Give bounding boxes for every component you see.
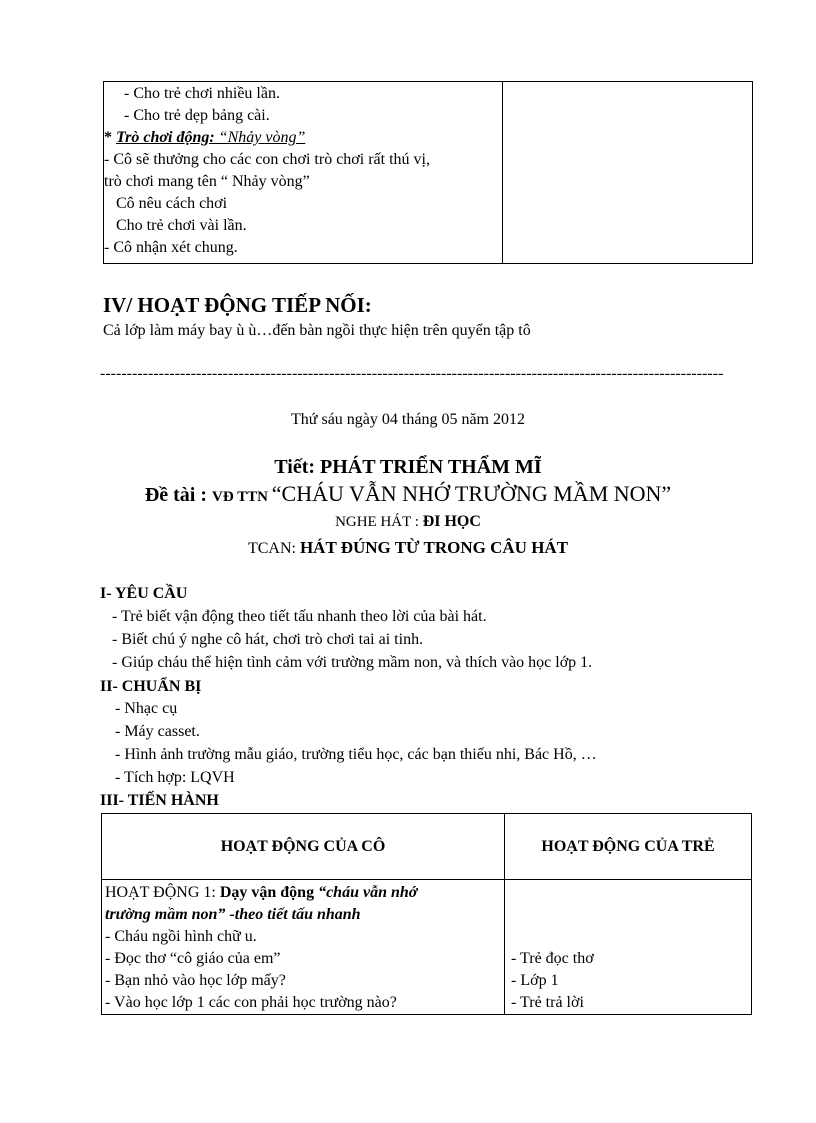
child-line: - Lớp 1 <box>511 972 559 989</box>
preparation-heading: II- CHUẨN BỊ <box>100 678 202 695</box>
procedure-heading: III- TIẾN HÀNH <box>100 792 219 809</box>
preparation-item: - Tích hợp: LQVH <box>115 769 235 786</box>
date-line: Thứ sáu ngày 04 tháng 05 năm 2012 <box>291 411 525 428</box>
top-line-6: Cô nêu cách chơi <box>116 195 228 212</box>
asterisk: * <box>104 129 116 146</box>
procedure-table <box>101 813 752 1015</box>
preparation-item: - Máy casset. <box>115 723 200 740</box>
requirement-item: - Biết chú ý nghe cô hát, chơi trò chơi tai ai tinh. <box>112 631 424 648</box>
child-activity-header: HOẠT ĐỘNG CỦA TRẺ <box>505 814 752 880</box>
top-table-left-cell <box>104 82 503 264</box>
teacher-line: - Cháu ngồi hình chữ u. <box>105 928 257 945</box>
top-line-7: Cho trẻ chơi vài lần. <box>116 217 247 234</box>
activity-1-title: HOẠT ĐỘNG 1: Dạy vận động “cháu vẫn nhớ <box>105 884 418 901</box>
child-line: - Trẻ trả lời <box>511 994 584 1011</box>
section4-text: Cả lớp làm máy bay ù ù…đến bàn ngồi thực hiện trên quyển tập tô <box>103 322 531 339</box>
lesson-topic <box>0 481 816 510</box>
teacher-line: - Vào học lớp 1 các con phải học trường nào? <box>105 994 397 1011</box>
teacher-activity-cell <box>102 880 505 1015</box>
music-game-line <box>0 537 816 560</box>
child-line: - Trẻ đọc thơ <box>511 950 594 967</box>
music-game-label: TCAN: <box>247 540 300 557</box>
activity-1-title-cont: trường mầm non” -theo tiết tấu nhanh <box>105 906 361 923</box>
top-line-4: - Cô sẽ thưởng cho các con chơi trò chơi rất thú vị, <box>104 151 430 168</box>
requirements-heading: I- YÊU CẦU <box>100 585 188 602</box>
game-title-line <box>104 127 502 149</box>
teacher-line: - Đọc thơ “cô giáo của em” <box>105 950 281 967</box>
top-activity-table <box>103 81 753 264</box>
topic-title: “CHÁU VẪN NHỚ TRƯỜNG MẦM NON” <box>271 481 672 506</box>
top-line-8: - Cô nhận xét chung. <box>104 239 238 256</box>
listen-song-line <box>0 512 816 532</box>
child-activity-cell <box>505 880 752 1015</box>
requirement-item: - Giúp cháu thể hiện tình cảm với trường mầm non, và thích vào học lớp 1. <box>112 654 593 671</box>
dashed-separator: --------------------------------------------------------------------------------------------------------------------- <box>100 366 724 382</box>
lesson-subject: Tiết: PHÁT TRIỂN THẨM MĨ <box>274 456 542 478</box>
topic-small: VĐ TTN <box>212 489 272 505</box>
requirement-item: - Trẻ biết vận động theo tiết tấu nhanh theo lời của bài hát. <box>112 608 487 625</box>
listen-song-label: NGHE HÁT : <box>335 514 423 530</box>
top-line-1: - Cho trẻ chơi nhiều lần. <box>124 85 280 102</box>
preparation-item: - Nhạc cụ <box>115 700 178 717</box>
section4-heading: IV/ HOẠT ĐỘNG TIẾP NỐI: <box>103 293 372 317</box>
top-table-right-cell <box>503 82 753 264</box>
game-title: Trò chơi động: “Nhảy vòng” <box>116 129 306 146</box>
topic-label: Đề tài : <box>144 484 213 506</box>
music-game-value: HÁT ĐÚNG TỪ TRONG CÂU HÁT <box>299 538 569 557</box>
teacher-activity-header: HOẠT ĐỘNG CỦA CÔ <box>102 814 505 880</box>
top-line-2: - Cho trẻ dẹp bảng cài. <box>124 107 270 124</box>
top-line-5: trò chơi mang tên “ Nhảy vòng” <box>104 173 310 190</box>
preparation-item: - Hình ảnh trường mẫu giáo, trường tiểu học, các bạn thiếu nhi, Bác Hồ, … <box>115 746 597 763</box>
listen-song-value: ĐI HỌC <box>422 513 481 530</box>
teacher-line: - Bạn nhỏ vào học lớp mấy? <box>105 972 286 989</box>
